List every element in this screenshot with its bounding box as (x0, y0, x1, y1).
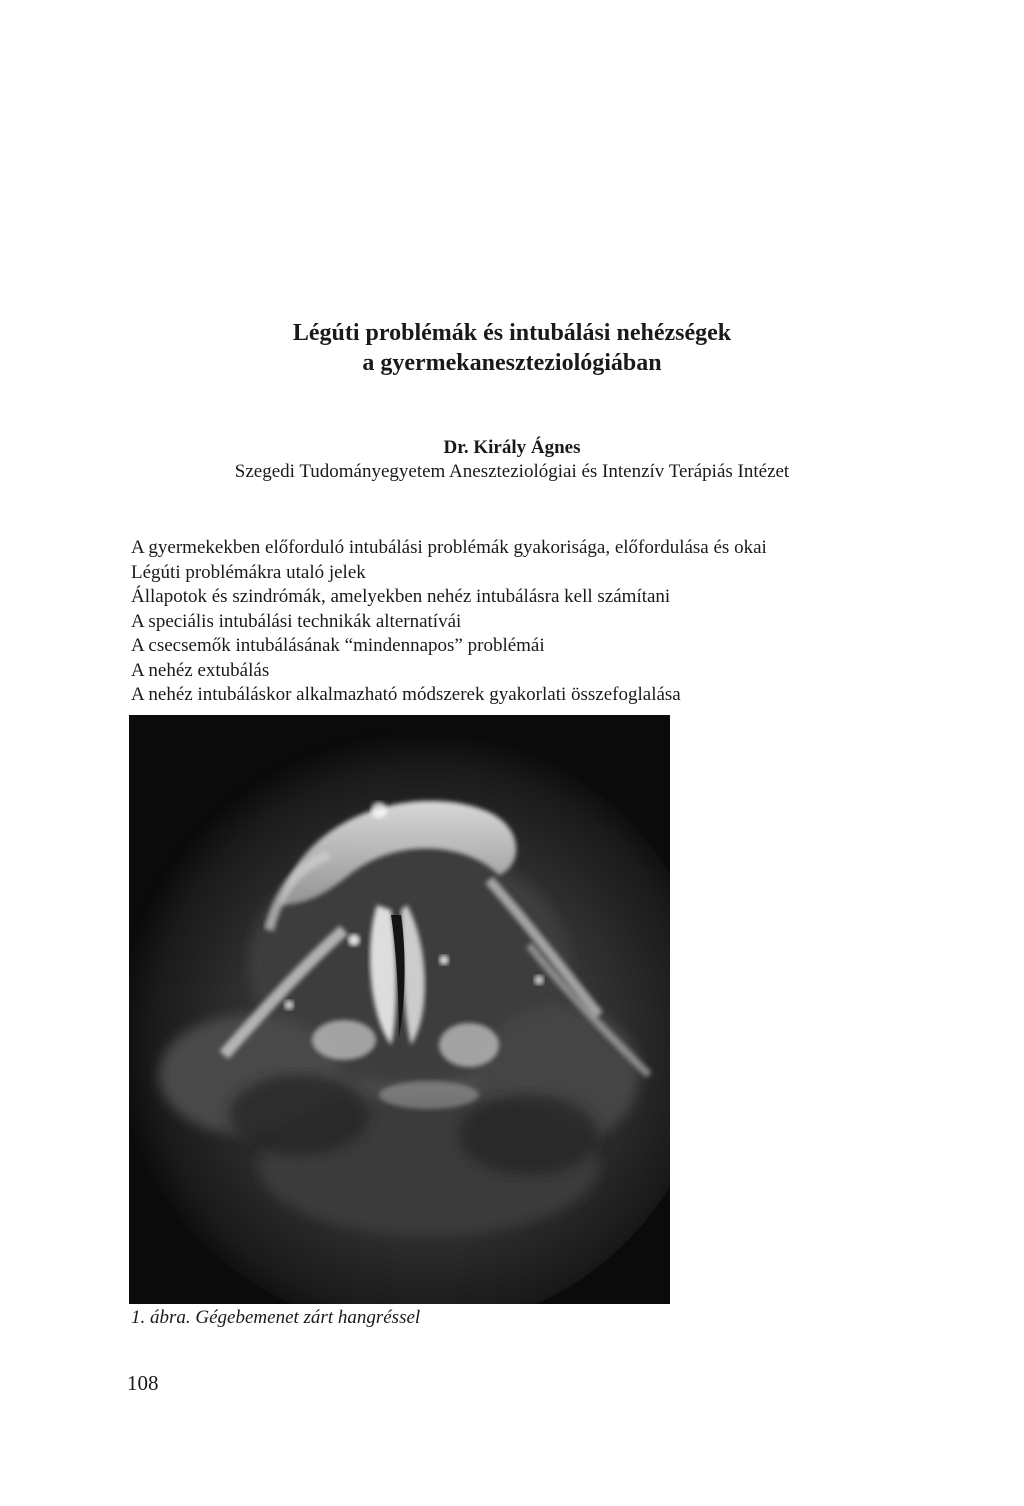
topic-item: Állapotok és szindrómák, amelyekben nehéz intubálásra kell számítani (131, 586, 671, 607)
larynx-endoscopy-photo (129, 715, 670, 1304)
topic-item: A speciális intubálási technikák alternatívái (131, 610, 462, 632)
title-line-2: a gyermekaneszteziológiában (362, 350, 662, 376)
topic-item: A gyermekekben előforduló intubálási problémák gyakorisága, előfordulása és okai (131, 537, 767, 558)
title-line-1: Légúti problémák és intubálási nehézségek (292, 320, 732, 346)
figure-caption: 1. ábra. Gégebemenet zárt hangréssel (131, 1307, 421, 1328)
larynx-photo-illustration (129, 715, 670, 1304)
topic-item: A csecsemők intubálásának “mindennapos” problémái (131, 635, 545, 656)
topic-list (131, 536, 931, 708)
topic-item: A nehéz extubálás (131, 659, 270, 681)
page-number: 108 (127, 1371, 159, 1395)
article-title (0, 318, 1024, 378)
topic-item: A nehéz intubáláskor alkalmazható módszerek gyakorlati összefoglalása (131, 684, 681, 705)
author-affiliation: Szegedi Tudományegyetem Aneszteziológiai és Intenzív Terápiás Intézet (234, 461, 790, 482)
topic-item: Légúti problémákra utaló jelek (131, 561, 366, 583)
author-name: Dr. Király Ágnes (443, 437, 581, 458)
